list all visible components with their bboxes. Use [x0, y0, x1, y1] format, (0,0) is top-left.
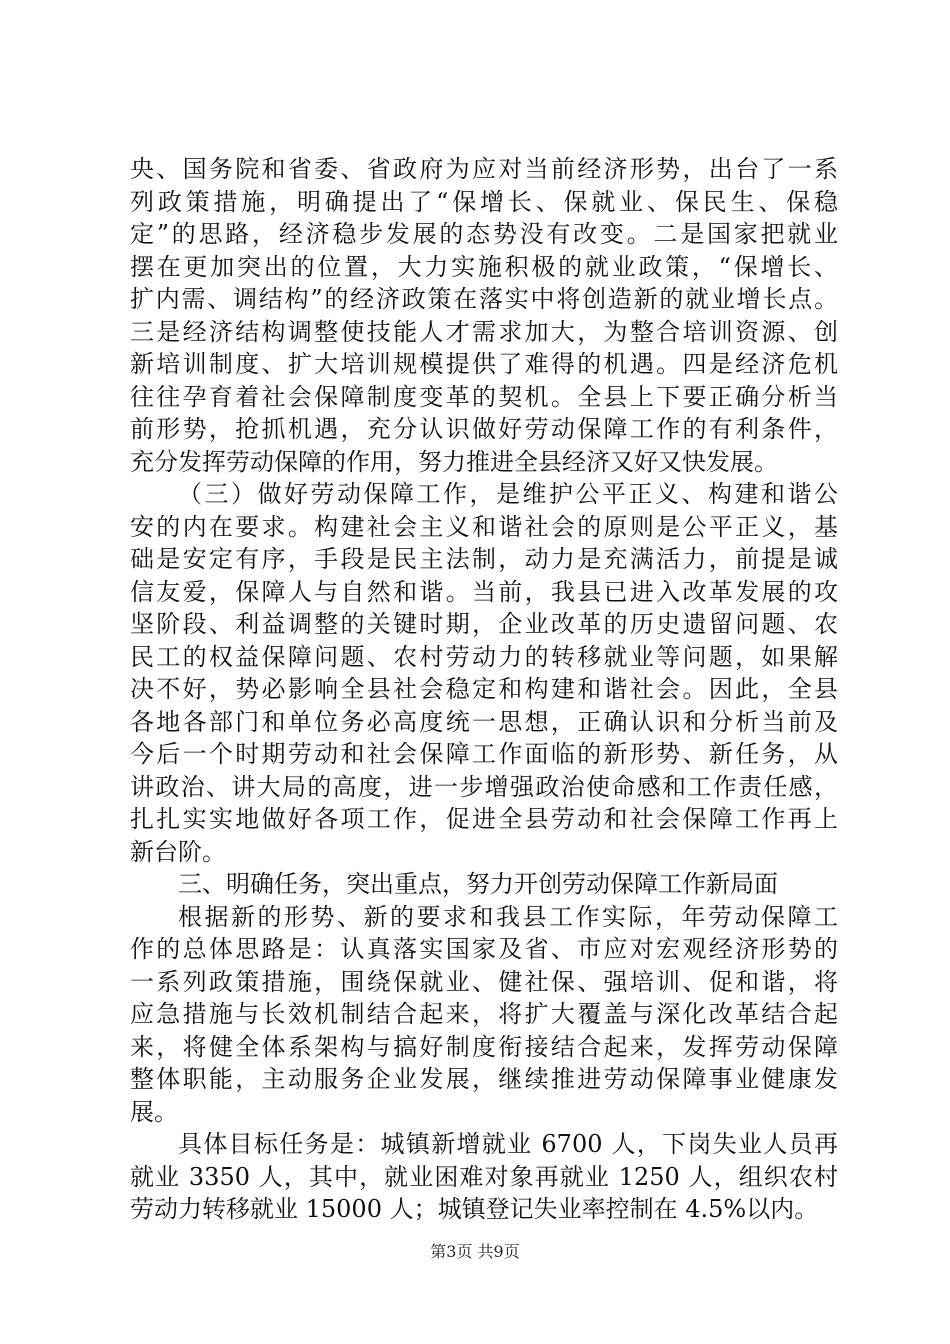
text-line: 前形势，抢抓机遇，充分认识做好劳动保障工作的有利条件， — [130, 415, 838, 443]
text-line: 来，将健全体系架构与搞好制度衔接结合起来，发挥劳动保障 — [130, 1032, 838, 1061]
paragraph-start-line: 具体目标任务是：城镇新增就业 6700 人，下岗失业人员再 — [178, 1130, 838, 1158]
text-line: 扎扎实实地做好各项工作，促进全县劳动和社会保障工作再上 — [130, 805, 838, 833]
text-line: 讲政治、讲大局的高度，进一步增强政治使命感和工作责任感， — [130, 772, 838, 801]
text-line: 央、国务院和省委、省政府为应对当前经济形势，出台了一系 — [130, 155, 838, 183]
text-line: 劳动力转移就业 15000 人；城镇登记失业率控制在 4.5%以内。 — [130, 1195, 819, 1223]
text-line: 民工的权益保障问题、农村劳动力的转移就业等问题，如果解 — [130, 642, 838, 671]
text-line: 扩内需、调结构”的经济政策在落实中将创造新的就业增长点。 — [130, 285, 838, 313]
text-line: 础是安定有序，手段是民主法制，动力是充满活力，前提是诚 — [130, 545, 838, 573]
text-line: 信友爱，保障人与自然和谐。当前，我县已进入改革发展的攻 — [130, 577, 838, 606]
text-line: 摆在更加突出的位置，大力实施积极的就业政策，“保增长、 — [130, 252, 838, 281]
paragraph-start-line: 根据新的形势、新的要求和我县工作实际，年劳动保障工 — [178, 902, 838, 931]
text-line: 整体职能，主动服务企业发展，继续推进劳动保障事业健康发 — [130, 1065, 838, 1093]
text-line: 充分发挥劳动保障的作用，努力推进全县经济又好又快发展。 — [130, 447, 778, 476]
text-line: 新台阶。 — [130, 837, 226, 866]
text-line: 展。 — [130, 1097, 178, 1126]
text-line: 安的内在要求。构建社会主义和谐社会的原则是公平正义，基 — [130, 512, 838, 541]
text-line: 列政策措施，明确提出了“保增长、保就业、保民生、保稳 — [130, 187, 838, 216]
text-line: 作的总体思路是：认真落实国家及省、市应对宏观经济形势的 — [130, 935, 838, 963]
document-body — [130, 153, 838, 1226]
text-line: 定”的思路，经济稳步发展的态势没有改变。二是国家把就业 — [130, 220, 838, 248]
text-line: 坚阶段、利益调整的关键时期，企业改革的历史遗留问题、农 — [130, 610, 838, 638]
paragraph-start-line: （三）做好劳动保障工作，是维护公平正义、构建和谐公 — [178, 480, 838, 508]
text-line: 今后一个时期劳动和社会保障工作面临的新形势、新任务，从 — [130, 740, 838, 768]
text-line: 一系列政策措施，围绕保就业、健社保、强培训、促和谐，将 — [130, 967, 838, 996]
text-line: 应急措施与长效机制结合起来，将扩大覆盖与深化改革结合起 — [130, 1000, 838, 1028]
text-line: 决不好，势必影响全县社会稳定和构建和谐社会。因此，全县 — [130, 675, 838, 703]
text-line: 往往孕育着社会保障制度变革的契机。全县上下要正确分析当 — [130, 382, 838, 411]
section-heading: 三、明确任务，突出重点，努力开创劳动保障工作新局面 — [178, 870, 778, 898]
text-line: 三是经济结构调整使技能人才需求加大，为整合培训资源、创 — [130, 317, 838, 346]
text-line: 新培训制度、扩大培训规模提供了难得的机遇。四是经济危机 — [130, 350, 838, 378]
text-line: 各地各部门和单位务必高度统一思想，正确认识和分析当前及 — [130, 707, 838, 736]
page-footer: 第3页 共9页 — [430, 1242, 520, 1261]
text-line: 就业 3350 人，其中，就业困难对象再就业 1250 人，组织农村 — [130, 1162, 838, 1191]
